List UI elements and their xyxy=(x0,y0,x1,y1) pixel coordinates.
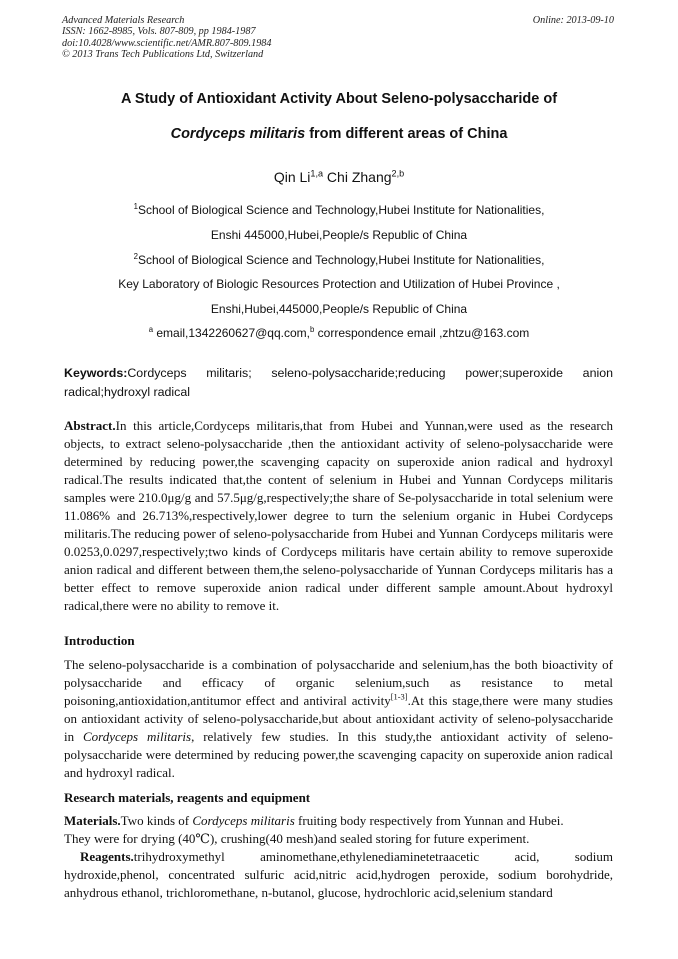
reagents-paragraph xyxy=(64,848,613,902)
materials-label: Materials. xyxy=(64,813,121,828)
email-line xyxy=(0,326,678,340)
email-sup-a: a xyxy=(148,325,154,334)
keywords-label: Keywords: xyxy=(64,366,128,380)
reagents-text: trihydroxymethyl aminomethane,ethylenediaminetetraacetic acid, sodium hydroxide,phenol, concentrated sulfuric acid,nitric acid,hydrogen peroxide, sodium borohydride, anhydrous ethanol, trichloromethane, n-butanol, glucose, hydrochloric acid,selenium standard xyxy=(64,849,613,900)
intro-species: Cordyceps militaris xyxy=(83,729,192,744)
aff2-sup: 2 xyxy=(133,252,138,261)
online-date: Online: 2013-09-10 xyxy=(532,15,614,26)
email-sup-b: b xyxy=(309,325,315,334)
keywords-text: Cordyceps militaris; seleno-polysaccharide;reducing power;superoxide anion radical;hydroxyl radical xyxy=(64,366,613,399)
author-2-sup: 2,b xyxy=(391,168,405,179)
paper-title-line1: A Study of Antioxidant Activity About Seleno-polysaccharide of xyxy=(120,91,558,107)
title-rest: from different areas of China xyxy=(305,126,508,142)
copyright-line: © 2013 Trans Tech Publications Ltd, Switzerland xyxy=(62,49,264,61)
aff1-text1: School of Biological Science and Technology,Hubei Institute for Nationalities, xyxy=(137,203,545,217)
abstract xyxy=(64,417,613,615)
materials-heading: Research materials, reagents and equipment xyxy=(64,790,311,805)
materials-text-2: fruiting body respectively from Yunnan and Hubei. xyxy=(294,813,564,828)
materials-text-1: Two kinds of xyxy=(120,813,193,828)
abstract-text: In this article,Cordyceps militaris,that from Hubei and Yunnan,were used as the research objects, to extract seleno-polysaccharide ,then the antioxidant activity of seleno-polysaccharide were determined by reducing power,the scavenging capacity on superoxide anion radical and hydroxyl radical.The results indicated that,the content of selenium in Hubei and Yunnan Cordyceps militaris samples were 210.0μg/g and 57.5μg/g,respectively;the share of Se-polysaccharide in total selenium were 11.086% and 26.713%,respectively,lower degree to turn the selenium organic in Hubei Cordyceps militaris.The reducing power of seleno-polysaccharide from Hubei and Yunnan Cordyceps militaris were 0.0253,0.0297,respectively;two kinds of Cordyceps militaris have certain ability to remove superoxide anion radical and different between them,the seleno-polysaccharide of Yunnan Cordyceps militaris has a better effect to remove superoxide anion radical under different sample amount.About hydroxyl radical,there were no ability to remove it. xyxy=(64,418,613,613)
affiliation-1-line1 xyxy=(0,203,678,217)
intro-text-3: , relatively few studies. In this study,the antioxidant activity of seleno-polysaccharide were determined by reducing power,the scavenging capacity on superoxide anion radical and hydroxyl radical. xyxy=(64,729,613,780)
introduction-text xyxy=(64,656,613,782)
paper-title-line2 xyxy=(0,126,678,142)
affiliation-2-line1 xyxy=(0,253,678,267)
affiliation-1-line2: Enshi 445000,Hubei,People/s Republic of China xyxy=(210,228,468,242)
journal-name: Advanced Materials Research xyxy=(62,15,185,26)
title-species: Cordyceps militaris xyxy=(170,126,306,142)
journal-header xyxy=(62,15,614,61)
issn-line: ISSN: 1662-8985, Vols. 807-809, pp 1984-1987 xyxy=(62,26,256,38)
reagents-label: Reagents. xyxy=(80,849,134,864)
email-a: email,1342260627@qq.com, xyxy=(153,326,310,340)
email-b: correspondence email ,zhtzu@163.com xyxy=(314,326,530,340)
author-1-sup: 1,a xyxy=(310,168,324,179)
materials-line2: They were for drying (40℃), crushing(40 mesh)and sealed storing for future experiment. xyxy=(64,831,530,846)
author-1-name: Qin Li xyxy=(273,169,311,185)
affiliation-2-line3: Enshi,Hubei,445000,People/s Republic of China xyxy=(210,302,468,316)
keywords xyxy=(64,364,613,402)
introduction-heading: Introduction xyxy=(64,633,135,648)
author-2-name: Chi Zhang xyxy=(323,169,392,185)
aff1-sup: 1 xyxy=(133,202,138,211)
intro-citation: [1-3] xyxy=(390,691,408,702)
abstract-label: Abstract. xyxy=(64,418,116,433)
aff2-text1: School of Biological Science and Technology,Hubei Institute for Nationalities, xyxy=(137,253,545,267)
doi-line: doi:10.4028/www.scientific.net/AMR.807-809.1984 xyxy=(62,37,272,49)
intro-text-1: The seleno-polysaccharide is a combination of polysaccharide and selenium,has the both bioactivity of polysaccharide and efficacy of organic selenium,such as resistance to metal poisoning,antioxidation,antitumor effect and antiviral activity xyxy=(64,657,613,708)
intro-text-2: .At this stage,there were many studies on antioxidant activity of seleno-polysaccharide,but about antioxidant activity of seleno-polysaccharide in xyxy=(64,693,613,744)
author-line xyxy=(0,169,678,185)
affiliation-2-line2: Key Laboratory of Biologic Resources Protection and Utilization of Hubei Province , xyxy=(118,277,560,291)
materials-species: Cordyceps militaris xyxy=(192,813,295,828)
materials-paragraph xyxy=(64,812,613,830)
